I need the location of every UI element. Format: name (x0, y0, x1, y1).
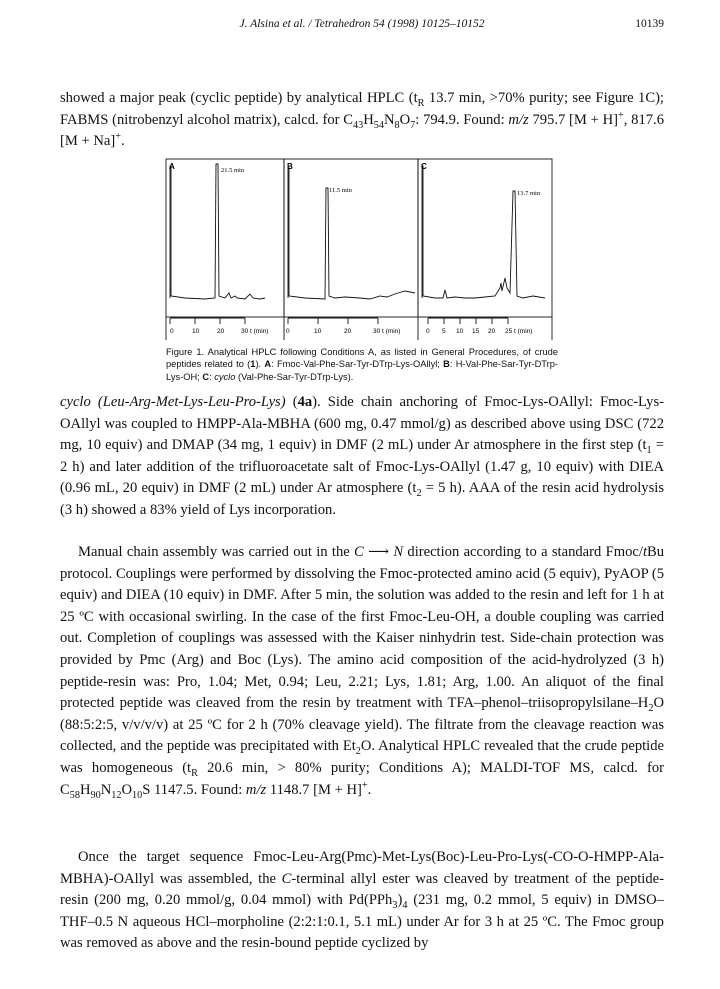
tick-label-b: 0 (286, 328, 290, 335)
page-number: 10139 (635, 18, 664, 30)
tick-label-c: 0 (426, 328, 430, 335)
paragraph-hplc-result: showed a major peak (cyclic peptide) by analytical HPLC ($t_R$ 13.7 min, >70% purity; see Figure 1C); FABMS (nitrobenzyl alcohol matrix), calcd. for $C_{43}H_{54}N_8O_7$: 794.9. Found: m/z 795.7 [M + H]+, 817.6 [M + Na]+. (60, 90, 664, 150)
figure-caption: Figure 1. Analytical HPLC following Conditions A, as listed in General Procedures, of crude peptides related to (1). A: Fmoc-Val-Phe-Sar-Tyr-DTrp-Lys-OAllyl; B: H-Val-Phe-Sar-Tyr-DTrp-Lys-OH; C: cyclo (Val-Phe-Sar-Tyr-DTrp-Lys). (166, 347, 558, 382)
journal-citation: J. Alsina et al. / Tetrahedron 54 (1998) 10125–10152 (239, 18, 485, 30)
tick-label-c: 5 (442, 328, 446, 335)
tick-label-a: 10 (192, 328, 200, 335)
compound-label: 4a (297, 394, 313, 410)
running-header (60, 18, 664, 36)
trace-a (170, 164, 265, 299)
panel-label-a: A (169, 162, 175, 171)
panel-label-b: B (287, 162, 293, 171)
peak-annotation-c: 13.7 min (517, 190, 541, 197)
tick-label-c: 10 (456, 328, 464, 335)
tick-label-a: 20 (217, 328, 225, 335)
tick-label-c: 15 (472, 328, 480, 335)
tick-label-a: 0 (170, 328, 174, 335)
tick-label-b: 30 t (min) (373, 328, 401, 335)
tick-label-b: 10 (314, 328, 322, 335)
trace-c (422, 166, 545, 298)
paragraph-side-chain-anchoring: cyclo (Leu-Arg-Met-Lys-Leu-Pro-Lys) (4a). Side chain anchoring of Fmoc-Lys-OAllyl: Fmoc-Lys-OAllyl was coupled to HMPP-Ala-MBHA (600 mg, 0.47 mmol/g) as described above using DSC (722 mg, 10 equiv) and DMAP (34 mg, 1 equiv) in DMF (2 mL) under Ar atmosphere in the first step ($t_1 = 2$ h) and later addition of the trifluoroacetate salt of Fmoc-Lys-OAllyl (1.47 g, 10 equiv) with DIEA (0.96 mL, 20 equiv) in DMF (2 mL) under Ar atmosphere ($t_2 = 5$ h). AAA of the resin acid hydrolysis (3 h) showed a 83% yield of Lys incorporation. (60, 394, 664, 518)
panel-a-frame (166, 159, 284, 317)
peak-annotation-b: 11.5 min (329, 187, 352, 194)
tick-label-c: 20 (488, 328, 496, 335)
paragraph-chain-assembly: Manual chain assembly was carried out in the C ⟶ N direction according to a standard Fmoc/tBu protocol. Couplings were performed by dissolving the Fmoc-protected amino acid (5 equiv), PyAOP (5 equiv) and DIEA (10 equiv) in DMF. After 5 min, the solution was added to the resin and left for 1 h at 25 ºC with occasional swirling. In the case of the first Fmoc-Leu-OH, a double coupling was carried out. Completion of couplings was assessed with the Kaiser ninhydrin test. Side-chain protection was provided by Pmc (Arg) and Boc (Lys). The amino acid composition of the acid-hydrolyzed (3 h) peptide-resin was: Pro, 1.04; Met, 0.94; Leu, 2.21; Lys, 1.81; Arg, 1.00. An aliquot of the final protected peptide was cleaved from the resin by treatment with TFA–$phenol-triisopropylsilane-H_2O$ (88:5:2:5, v/v/v/v) at 25 ºC for 2 h (70% cleavage yield). The filtrate from the cleavage reaction was collected, and the peptide was precipitated with $Et_2O$. Analytical HPLC revealed that the crude peptide was homogeneous ($t_R$ 20.6 min, > 80% purity; Conditions A); MALDI-TOF MS, calcd. for $C_{58}H_{90}N_{12}O_{10}S$ 1147.5. Found: m/z 1148.7 [M + H]+. (60, 544, 665, 801)
paragraph-allyl-cleavage: Once the target sequence Fmoc-Leu-Arg(Pmc)-Met-Lys(Boc)-Leu-Pro-Lys(-CO-O-HMPP-Ala-MBHA)-OAllyl was assembled, the C-terminal allyl ester was cleaved by treatment of the peptide-resin (200 mg, 0.20 mmol/g, 0.04 mmol) with $Pd(PPh_3)_4$ (231 mg, 0.2 mmol, 5 equiv) in DMSO–THF–0.5 N aqueous HCl–morpholine (2:2:1:0.1, 5.1 mL) under Ar for 3 h at 25 ºC. The Fmoc group was removed as above and the resin-bound peptide cyclized by (60, 849, 665, 952)
tick-label-a: 30 t (min) (241, 328, 269, 335)
peak-annotation-a: 21.5 min (221, 167, 245, 174)
hplc-chromatograms (165, 158, 553, 342)
section-title: cyclo (Leu-Arg-Met-Lys-Leu-Pro-Lys) (60, 394, 286, 410)
panel-c-frame (418, 159, 552, 317)
tick-label-b: 20 (344, 328, 352, 335)
hplc-figure (165, 158, 553, 342)
panel-label-c: C (421, 162, 427, 171)
tick-label-c: 25 t (min) (505, 328, 533, 335)
